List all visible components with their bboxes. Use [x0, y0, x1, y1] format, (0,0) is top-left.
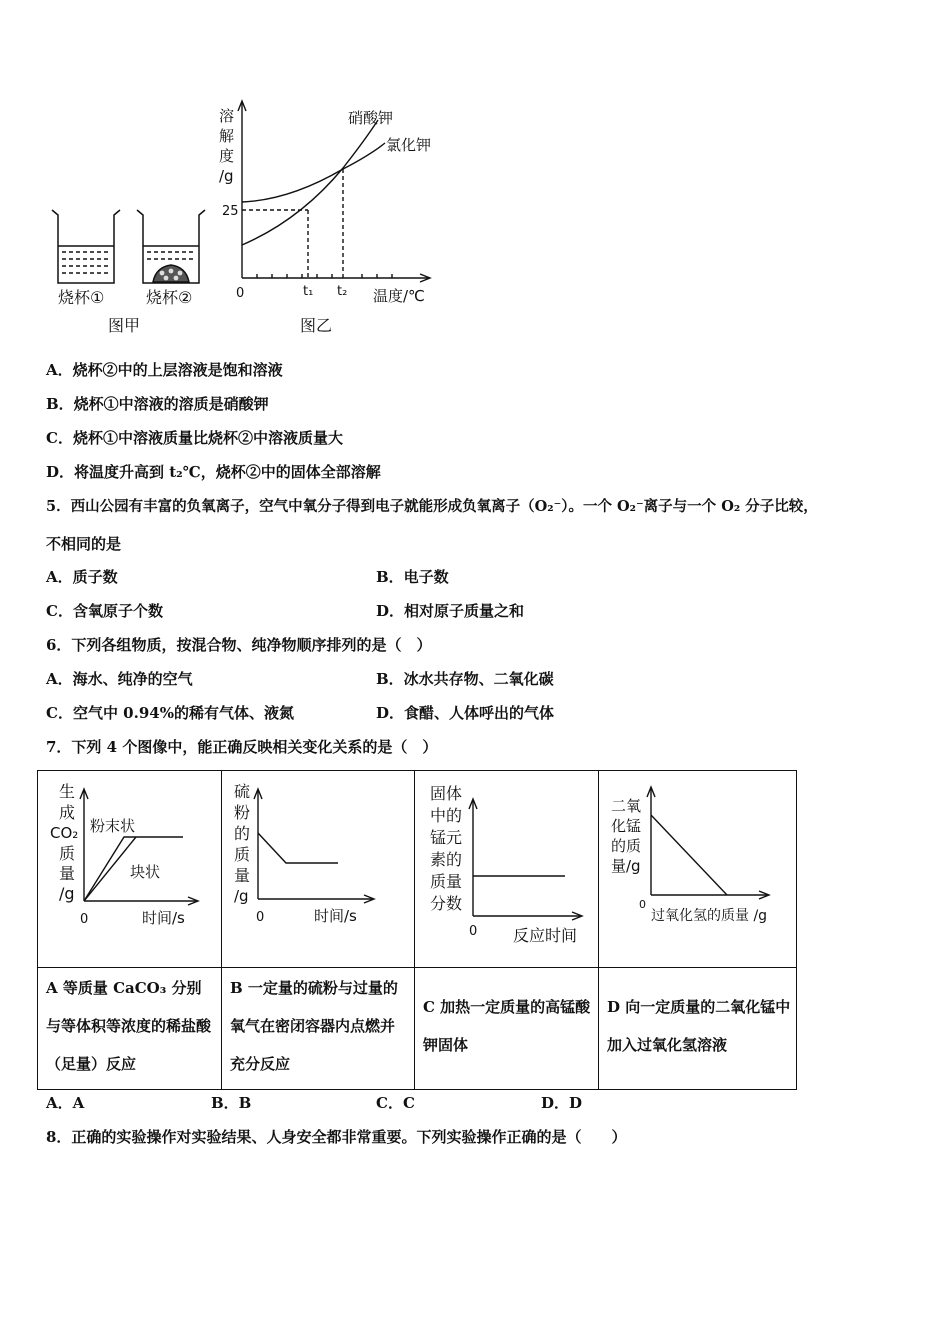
mno2-line	[651, 815, 727, 895]
solubility-curves	[242, 120, 385, 278]
graph-a-origin: 0	[80, 912, 89, 927]
kno3-curve	[242, 120, 378, 245]
graph-c-ylabel-3: 锰元	[430, 828, 463, 847]
graph-d-ylabel-2: 化锰	[611, 817, 642, 835]
kno3-curve-label: 硝酸钾	[348, 109, 394, 127]
graph-b-ylabel-4: 质	[234, 845, 251, 864]
figure-a-caption: 图甲	[108, 316, 141, 335]
q5-stem-line2: 不相同的是	[46, 535, 122, 553]
q6-option-d: D．食醋、人体呼出的气体	[376, 704, 555, 722]
q7-graph-table	[37, 770, 797, 1090]
graph-d	[599, 771, 798, 967]
graph-c-ylabel-5: 质量	[430, 872, 463, 891]
q6-option-a: A．海水、纯净的空气	[46, 670, 193, 688]
graph-a-lump-label: 块状	[130, 863, 161, 881]
q6-stem: 6．下列各组物质，按混合物、纯净物顺序排列的是（ ）	[46, 636, 432, 654]
q4-option-a: A．烧杯②中的上层溶液是饱和溶液	[46, 361, 283, 379]
q7-option-d: D．D	[541, 1094, 583, 1112]
y-axis-char-3: 度	[219, 147, 235, 165]
graph-a-xlabel: 时间/s	[142, 909, 185, 927]
q7-caption-b: B 一定量的硫粉与过量的氧气在密闭容器内点燃并充分反应	[230, 979, 398, 1073]
graph-c-ylabel-4: 素的	[430, 850, 463, 869]
q7-cell-d	[599, 771, 798, 1089]
sulfur-line	[258, 833, 338, 863]
graph-d-ylabel-1: 二氧	[611, 797, 642, 815]
graph-d-origin: 0	[639, 898, 646, 911]
graph-a-ylabel-4: 质	[59, 844, 76, 863]
kcl-curve	[242, 143, 385, 202]
graph-d-ylabel-3: 的质	[611, 837, 642, 855]
q5-option-c: C．含氧原子个数	[46, 602, 163, 620]
beaker-2-icon	[137, 210, 205, 283]
beaker-1-label: 烧杯①	[58, 288, 105, 307]
q7-caption-c: C 加热一定质量的高锰酸钾固体	[423, 998, 591, 1054]
q5-option-d: D．相对原子质量之和	[376, 602, 525, 620]
graph-a-ylabel-3: CO₂	[50, 824, 79, 842]
q4-option-c: C．烧杯①中溶液质量比烧杯②中溶液质量大	[46, 429, 343, 447]
graph-b-ylabel-6: /g	[234, 887, 249, 905]
t2-label: t₂	[337, 284, 348, 299]
graph-c-ylabel-2: 中的	[430, 806, 463, 825]
figure-top	[40, 95, 460, 340]
y-axis-char-2: 解	[219, 127, 235, 145]
graph-b-ylabel-3: 的	[234, 824, 251, 843]
graph-a-ylabel-1: 生	[59, 782, 76, 801]
q5-stem-line1: 5．西山公园有丰富的负氧离子，空气中氧分子得到电子就能形成负氧离子（O₂⁻）。一个 O₂⁻离子与一个 O₂ 分子比较，	[46, 498, 818, 515]
lump-line	[84, 837, 136, 901]
beaker-2-label: 烧杯②	[146, 288, 193, 307]
q7-stem: 7．下列 4 个图像中，能正确反映相关变化关系的是（ ）	[46, 738, 438, 756]
y-axis-char-1: 溶	[219, 107, 235, 125]
graph-b-ylabel-2: 粉	[234, 803, 251, 822]
graph-c	[415, 771, 599, 967]
graph-d-ylabel-4: 量/g	[611, 857, 641, 875]
graph-b-xlabel: 时间/s	[314, 907, 357, 925]
y-axis-char-4: /g	[219, 167, 234, 185]
q6-option-b: B．冰水共存物、二氧化碳	[376, 670, 554, 688]
q7-option-c: C．C	[376, 1094, 415, 1112]
graph-b-origin: 0	[256, 910, 265, 925]
q4-option-b: B．烧杯①中溶液的溶质是硝酸钾	[46, 395, 269, 413]
graph-c-xlabel: 反应时间	[513, 926, 578, 945]
graph-d-xlabel: 过氧化氢的质量 /g	[651, 908, 768, 924]
q4-option-d: D．将温度升高到 t₂℃，烧杯②中的固体全部溶解	[46, 463, 381, 481]
figure-b-caption: 图乙	[300, 316, 333, 335]
q8-stem: 8．正确的实验操作对实验结果、人身安全都非常重要。下列实验操作正确的是（ ）	[46, 1128, 627, 1146]
graph-c-origin: 0	[469, 924, 478, 939]
q7-option-a: A．A	[46, 1094, 85, 1112]
origin-label: 0	[236, 286, 245, 301]
graph-a-ylabel-6: /g	[59, 884, 75, 903]
q7-caption-d: D 向一定质量的二氧化锰中加入过氧化氢溶液	[607, 998, 791, 1054]
graph-a-ylabel-5: 量	[59, 864, 76, 883]
q7-cell-b	[222, 771, 415, 1089]
graph-b-ylabel-1: 硫	[234, 782, 251, 801]
q5-option-b: B．电子数	[376, 568, 449, 586]
q5-option-a: A．质子数	[46, 568, 118, 586]
t1-label: t₁	[303, 284, 314, 299]
y-tick-25: 25	[222, 204, 239, 219]
solubility-axes	[238, 101, 430, 282]
q7-cell-a	[38, 771, 222, 1089]
q6-option-c: C．空气中 0.94%的稀有气体、液氮	[46, 704, 294, 722]
graph-c-ylabel-6: 分数	[430, 894, 463, 913]
graph-b-ylabel-5: 量	[234, 866, 251, 885]
q7-option-b: B．B	[211, 1094, 252, 1112]
graph-b	[222, 771, 415, 967]
x-axis-label: 温度/℃	[373, 287, 425, 305]
beaker-1-icon	[52, 210, 120, 283]
graph-a-ylabel-2: 成	[59, 803, 76, 822]
q7-cell-c	[415, 771, 599, 1089]
graph-a	[38, 771, 222, 967]
kcl-curve-label: 氯化钾	[386, 136, 432, 154]
q7-caption-a: A 等质量 CaCO₃ 分别与等体积等浓度的稀盐酸（足量）反应	[46, 979, 212, 1073]
graph-a-powder-label: 粉末状	[90, 817, 136, 835]
graph-c-ylabel-1: 固体	[430, 784, 463, 803]
